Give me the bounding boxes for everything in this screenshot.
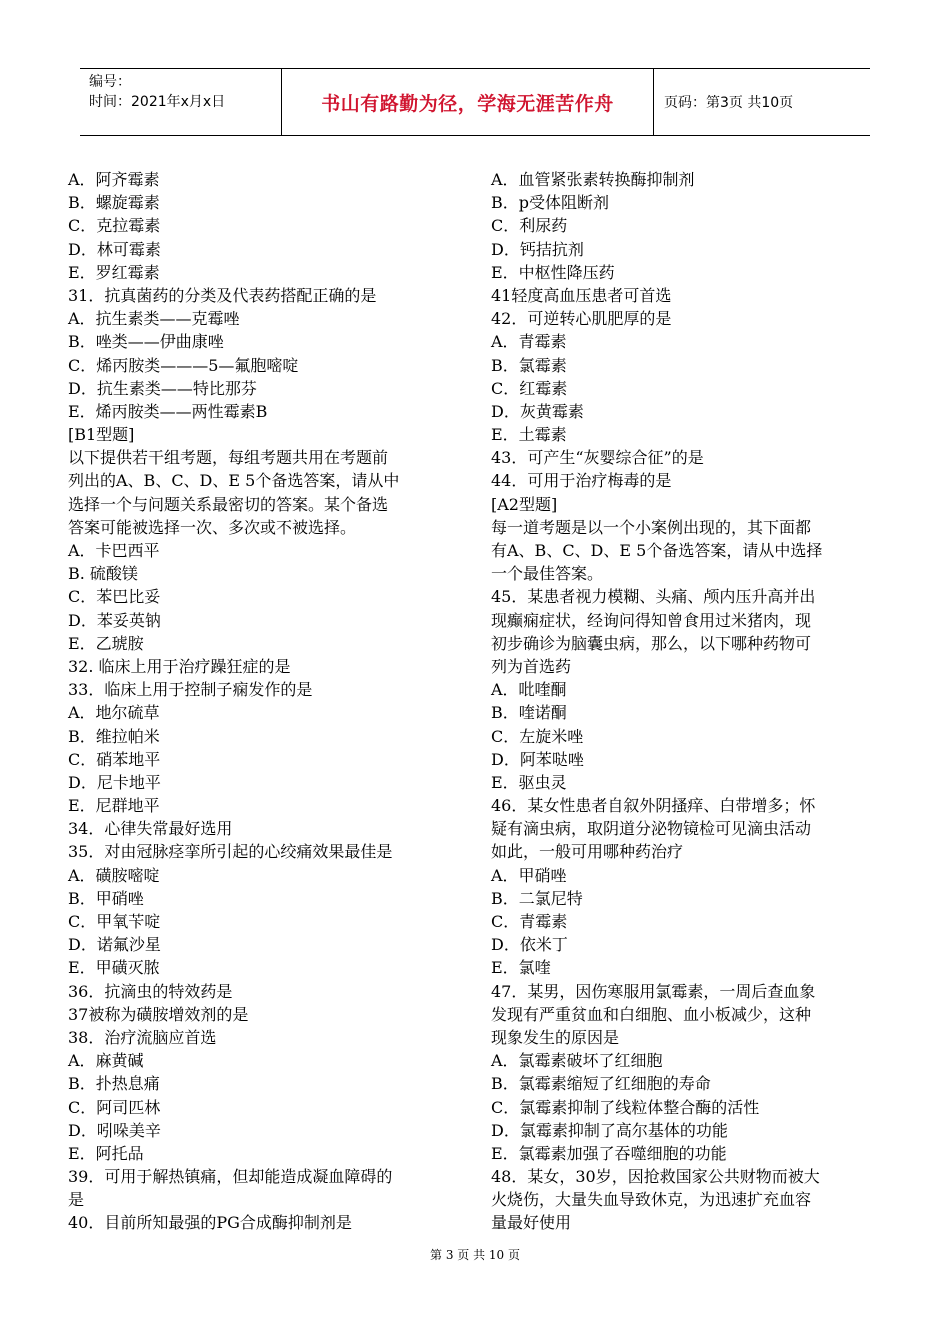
text-line: A．麻黄碱 [68, 1051, 144, 1071]
text-line: D．氯霉素抑制了高尔基体的功能 [491, 1120, 728, 1140]
text-line: 39．可用于解热镇痛，但却能造成凝血障碍的 [68, 1167, 393, 1187]
text-line: 现癫痫症状，经询问得知曾食用过米猪肉，现 [491, 610, 812, 630]
text-line: [A2型题] [491, 494, 558, 514]
text-line: A．地尔硫草 [68, 703, 160, 723]
text-line: E．阿托品 [68, 1143, 144, 1163]
text-line: D．苯妥英钠 [68, 610, 161, 630]
text-line: 现象发生的原因是 [491, 1027, 620, 1047]
text-line: 36．抗滴虫的特效药是 [68, 981, 233, 1001]
header-page-number: 页码：第3页 共10页 [664, 95, 794, 111]
text-line: B．p受体阻断剂 [491, 193, 610, 213]
header-motto-cell [282, 69, 654, 135]
text-line: A．甲硝唑 [491, 865, 567, 885]
text-line: 32. 临床上用于治疗躁狂症的是 [68, 656, 291, 676]
text-line: 一个最佳答案。 [491, 564, 604, 584]
text-line: E．烯丙胺类——两性霉素B [68, 401, 268, 421]
text-line: 每一道考题是以一个小案例出现的，其下面都 [491, 517, 812, 537]
document-date: 时间：2021年x月x日 [89, 94, 226, 110]
text-line: C．利尿药 [491, 216, 568, 236]
text-line: C．氯霉素抑制了线粒体整合酶的活性 [491, 1097, 760, 1117]
text-line: C．左旋米唑 [491, 726, 584, 746]
text-line: 33．临床上用于控制子痫发作的是 [68, 680, 313, 700]
text-line: 42．可逆转心肌肥厚的是 [491, 309, 672, 329]
text-line: B．喹诺酮 [491, 703, 567, 723]
text-line: 47．某男，因伤寒服用氯霉素，一周后查血象 [491, 981, 816, 1001]
text-line: D．吲哚美辛 [68, 1120, 161, 1140]
text-line: C．阿司匹林 [68, 1097, 161, 1117]
text-line: A．青霉素 [491, 332, 567, 352]
text-line: 以下提供若干组考题，每组考题共用在考题前 [68, 448, 389, 468]
text-line: E．尼群地平 [68, 796, 160, 816]
text-line: 选择一个与问题关系最密切的答案。某个备选 [68, 494, 389, 514]
text-line: E．土霉素 [491, 425, 567, 445]
text-line: 火烧伤，大量失血导致休克，为迅速扩充血容 [491, 1190, 812, 1210]
page-header [80, 68, 870, 136]
text-line: 44．可用于治疗梅毒的是 [491, 471, 672, 491]
text-line: 列为首选药 [491, 656, 572, 676]
text-line: 是 [68, 1190, 85, 1210]
text-line: C．烯丙胺类———5—氟胞嘧啶 [68, 355, 299, 375]
text-line: B．二氯尼特 [491, 888, 583, 908]
text-line: C．克拉霉素 [68, 216, 161, 236]
text-line: 如此，一般可用哪种药治疗 [491, 842, 684, 862]
text-line: D．诺氟沙星 [68, 935, 161, 955]
text-line: D．抗生素类——特比那芬 [68, 378, 257, 398]
text-line: E．氯喹 [491, 958, 551, 978]
text-line: B．氯霉素 [491, 355, 567, 375]
text-line: 45．某患者视力模糊、头痛、颅内压升高并出 [491, 587, 816, 607]
text-line: E．罗红霉素 [68, 262, 160, 282]
text-line: B．氯霉素缩短了红细胞的寿命 [491, 1074, 711, 1094]
text-line: [B1型题] [68, 425, 135, 445]
text-line: 37被称为磺胺增效剂的是 [68, 1004, 249, 1024]
text-line: 列出的A、B、C、D、E 5个备选答案，请从中 [68, 471, 400, 491]
text-line: B．唑类——伊曲康唑 [68, 332, 224, 352]
text-line: C．红霉素 [491, 378, 568, 398]
text-line: E．甲磺灭脓 [68, 958, 160, 978]
text-line: 34．心律失常最好选用 [68, 819, 233, 839]
document-number: 编号： [89, 74, 131, 90]
text-line: B．维拉帕米 [68, 726, 160, 746]
text-line: 疑有滴虫病，取阴道分泌物镜检可见滴虫活动 [491, 819, 812, 839]
text-line: B．扑热息痛 [68, 1074, 160, 1094]
text-line: A．血管紧张素转换酶抑制剂 [491, 170, 695, 189]
text-line: D．灰黄霉素 [491, 401, 584, 421]
text-line: C．苯巴比妥 [68, 587, 161, 607]
text-line: A．卡巴西平 [68, 541, 160, 560]
text-line: D．阿苯哒唑 [491, 749, 584, 769]
text-line: B．螺旋霉素 [68, 193, 160, 213]
text-line: 35．对由冠脉痉挛所引起的心绞痛效果最佳是 [68, 842, 393, 862]
text-line: E．中枢性降压药 [491, 262, 615, 282]
right-column [491, 168, 889, 1235]
left-column [68, 168, 466, 1235]
text-line: C．甲氧苄啶 [68, 912, 161, 931]
text-line: E．乙琥胺 [68, 633, 144, 653]
text-line: 40．目前所知最强的PG合成酶抑制剂是 [68, 1213, 352, 1233]
text-line: 有A、B、C、D、E 5个备选答案，请从中选择 [491, 541, 823, 560]
header-page-cell [654, 69, 870, 135]
text-line: 答案可能被选择一次、多次或不被选择。 [68, 517, 357, 537]
text-line: A．磺胺嘧啶 [68, 865, 160, 885]
text-line: A．抗生素类——克霉唑 [68, 309, 240, 329]
text-line: D．依米丁 [491, 935, 568, 955]
text-line: D．林可霉素 [68, 239, 161, 259]
header-motto: 书山有路勤为径，学海无涯苦作舟 [321, 92, 614, 115]
text-line: A．氯霉素破坏了红细胞 [491, 1051, 663, 1071]
text-line: 38．治疗流脑应首选 [68, 1027, 217, 1047]
text-line: C．硝苯地平 [68, 749, 161, 769]
text-line: 43．可产生“灰婴综合征”的是 [491, 448, 704, 468]
text-line: 41轻度高血压患者可首选 [491, 285, 672, 305]
text-line: B. 硫酸镁 [68, 564, 138, 584]
page-footer: 第 3 页 共 10 页 [430, 1248, 520, 1262]
text-line: 发现有严重贫血和白细胞、血小板减少，这种 [491, 1004, 812, 1024]
text-line: B．甲硝唑 [68, 888, 144, 908]
text-line: 31．抗真菌药的分类及代表药搭配正确的是 [68, 285, 377, 305]
text-line: A．阿齐霉素 [68, 170, 160, 189]
text-line: A．吡喹酮 [491, 680, 567, 700]
text-line: D．尼卡地平 [68, 772, 161, 792]
text-line: 量最好使用 [491, 1213, 572, 1233]
text-line: 48．某女，30岁，因抢救国家公共财物而被大 [491, 1167, 820, 1187]
text-line: E．驱虫灵 [491, 772, 567, 792]
text-line: D．钙拮抗剂 [491, 239, 584, 259]
header-meta [80, 69, 282, 135]
text-line: 46．某女性患者自叙外阴搔痒、白带增多；怀 [491, 796, 816, 816]
text-line: 初步确诊为脑囊虫病，那么，以下哪种药物可 [491, 633, 812, 653]
text-line: E．氯霉素加强了吞噬细胞的功能 [491, 1143, 727, 1163]
text-line: C．青霉素 [491, 912, 568, 931]
